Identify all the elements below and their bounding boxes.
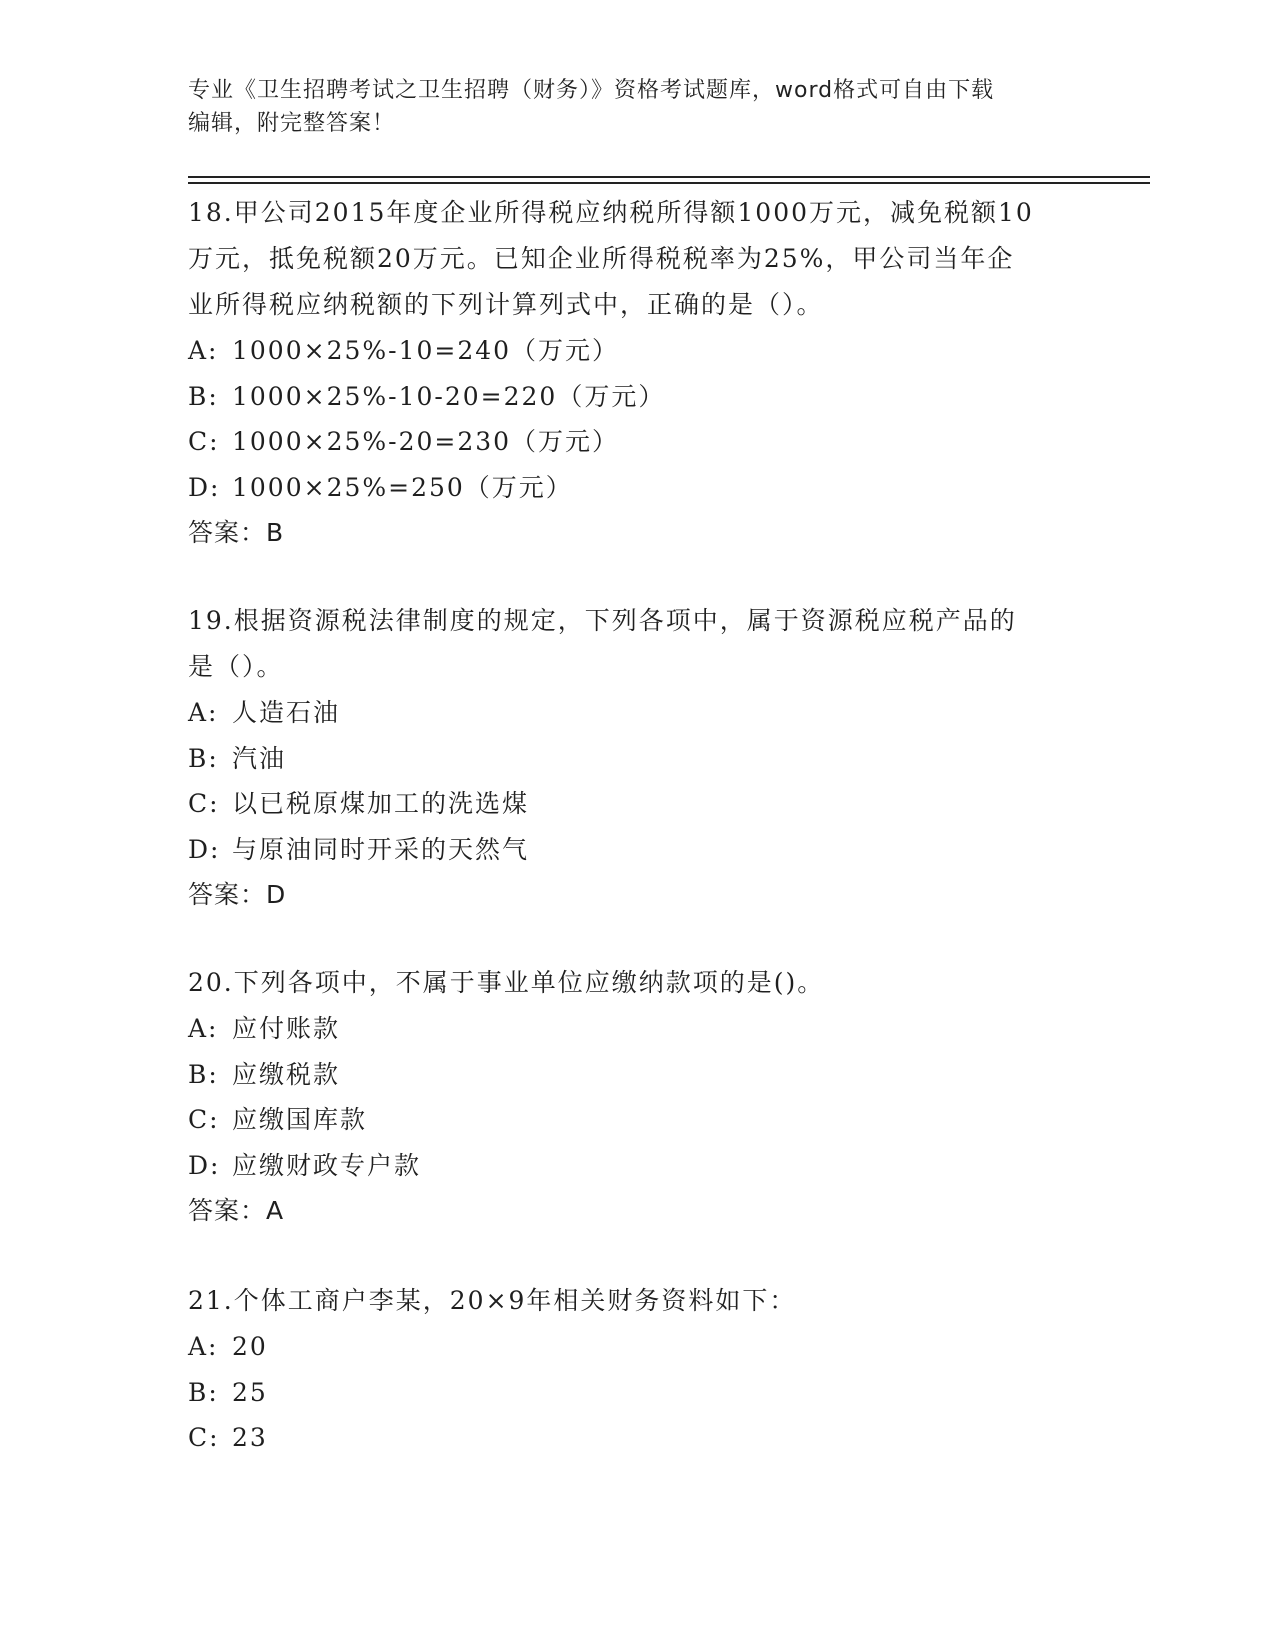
- option-letter: B:: [188, 381, 219, 411]
- spacer: [188, 1234, 1088, 1278]
- question-20: [188, 960, 1088, 1234]
- question-stem-line: 19.根据资源税法律制度的规定，下列各项中，属于资源税应税产品的: [188, 606, 1017, 635]
- option-letter: D:: [188, 1150, 221, 1180]
- document-header: [188, 74, 1088, 140]
- option-text: 应缴财政专户款: [232, 1150, 422, 1180]
- question-stem-line: 万元，抵免税额20万元。已知企业所得税税率为25%，甲公司当年企: [188, 244, 1015, 273]
- option-letter: D:: [188, 834, 221, 864]
- option-text: 汽油: [232, 743, 287, 773]
- option-text: 应缴税款: [232, 1059, 341, 1089]
- answer-label: 答案：: [188, 518, 267, 547]
- question-19: [188, 598, 1088, 918]
- option-text: 25: [232, 1377, 268, 1407]
- option-c: [188, 1415, 1088, 1461]
- option-a: [188, 1006, 1088, 1052]
- option-c: [188, 1097, 1088, 1143]
- answer-value: D: [266, 880, 287, 909]
- option-text: 23: [232, 1423, 268, 1452]
- answer-line: [188, 1188, 1088, 1234]
- option-letter: C:: [188, 1105, 220, 1134]
- option-letter: B:: [188, 1377, 219, 1407]
- option-text: 1000×25%=250（万元）: [232, 472, 573, 502]
- option-letter: D:: [188, 472, 221, 502]
- question-stem-line: 18.甲公司2015年度企业所得税应纳税所得额1000万元，减免税额10: [188, 198, 1034, 227]
- header-rule-bottom: [188, 182, 1150, 184]
- answer-line: [188, 510, 1088, 556]
- option-letter: A:: [188, 1332, 219, 1361]
- spacer: [188, 556, 1088, 598]
- option-text: 1000×25%-20=230（万元）: [232, 427, 620, 456]
- option-a: [188, 328, 1088, 374]
- option-letter: A:: [188, 1014, 219, 1043]
- option-text: 应缴国库款: [232, 1105, 368, 1134]
- answer-label: 答案：: [188, 1196, 267, 1225]
- option-letter: B:: [188, 743, 219, 773]
- option-text: 20: [232, 1332, 268, 1361]
- option-letter: C:: [188, 427, 220, 456]
- option-text: 与原油同时开采的天然气: [232, 834, 530, 864]
- option-b: [188, 736, 1088, 782]
- option-c: [188, 781, 1088, 827]
- option-b: [188, 1370, 1088, 1416]
- option-a: [188, 690, 1088, 736]
- option-text: 以已税原煤加工的洗选煤: [232, 789, 530, 818]
- header-rule-top: [188, 176, 1150, 178]
- question-stem-line: 是（）。: [188, 652, 284, 681]
- option-text: 1000×25%-10-20=220（万元）: [232, 381, 666, 411]
- option-letter: C:: [188, 789, 220, 818]
- question-stem-line: 业所得税应纳税额的下列计算列式中，正确的是（）。: [188, 290, 824, 319]
- option-text: 1000×25%-10=240（万元）: [232, 336, 620, 365]
- option-b: [188, 374, 1088, 420]
- question-stem-line: 20.下列各项中，不属于事业单位应缴纳款项的是()。: [188, 968, 825, 997]
- option-b: [188, 1052, 1088, 1098]
- option-d: [188, 465, 1088, 511]
- answer-label: 答案：: [188, 880, 267, 909]
- question-21: [188, 1278, 1088, 1461]
- answer-value: A: [266, 1196, 285, 1225]
- answer-line: [188, 872, 1088, 918]
- question-18: [188, 190, 1088, 556]
- option-text: 人造石油: [232, 698, 341, 727]
- option-text: 应付账款: [232, 1014, 341, 1043]
- option-letter: C:: [188, 1423, 220, 1452]
- question-stem-line: 21.个体工商户李某，20×9年相关财务资料如下：: [188, 1286, 797, 1315]
- header-line-1: 专业《卫生招聘考试之卫生招聘（财务）》资格考试题库，word格式可自由下载: [188, 78, 995, 103]
- option-c: [188, 419, 1088, 465]
- option-a: [188, 1324, 1088, 1370]
- spacer: [188, 918, 1088, 960]
- option-letter: B:: [188, 1059, 219, 1089]
- option-letter: A:: [188, 698, 219, 727]
- option-d: [188, 1143, 1088, 1189]
- header-line-2: 编辑，附完整答案！: [188, 111, 396, 136]
- answer-value: B: [266, 518, 285, 547]
- option-letter: A:: [188, 336, 219, 365]
- question-list: [188, 190, 1088, 1461]
- option-d: [188, 827, 1088, 873]
